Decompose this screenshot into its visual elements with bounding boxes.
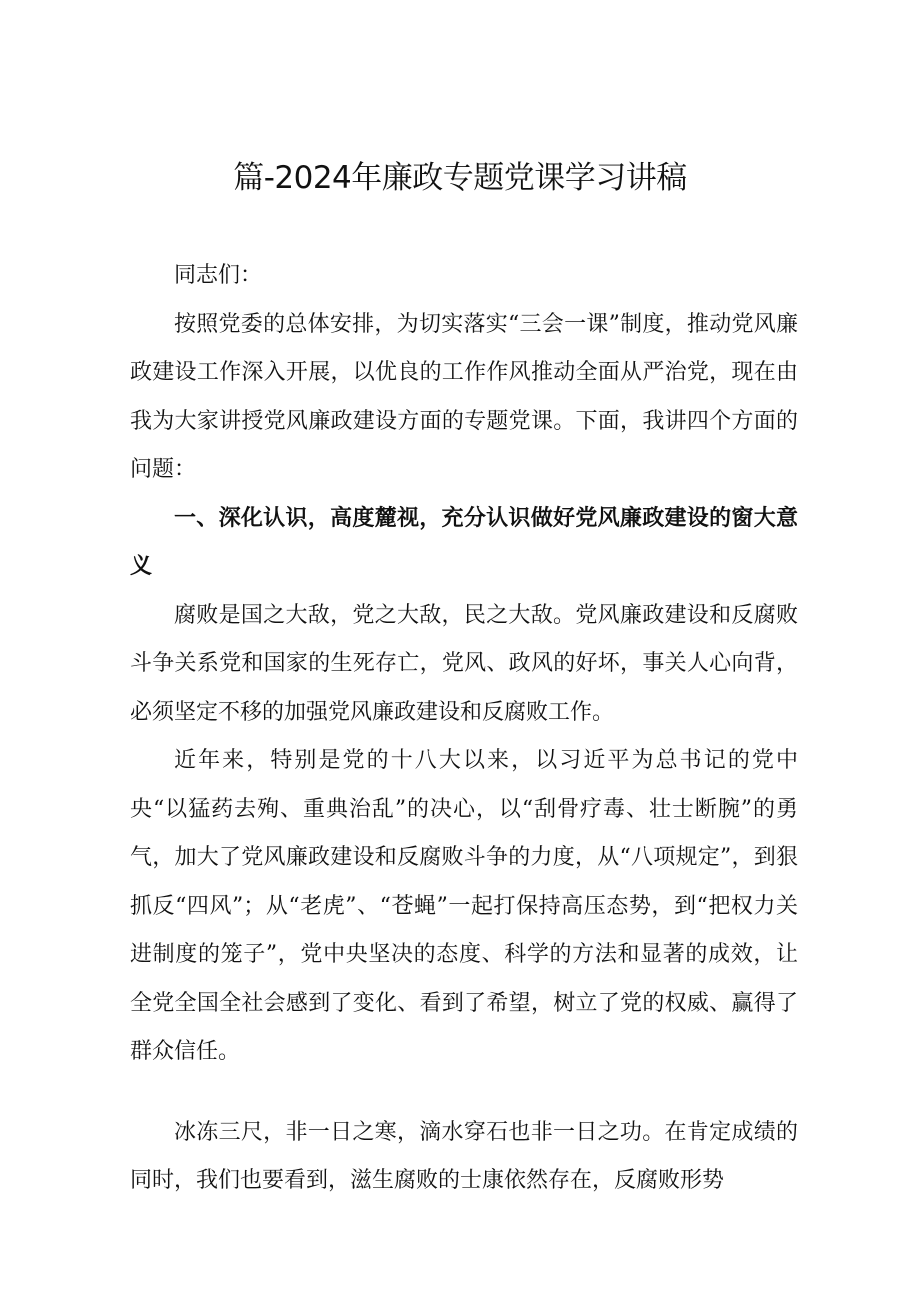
salutation-paragraph: 同志们： [174,263,263,288]
body-paragraph: 近年来，特别是党的十八大以来，以习近平为总书记的党中央“以猛药去殉、重典治乱”的决心，以“刮骨疗毒、壮士断腕”的勇气，加大了党风廉政建设和反腐败斗争的力度，从“八项规定”，到狠抓反“四风”；从“老虎”、“苍蝇”一起打保持高压态势，到“把权力关进制度的笼子”，党中央坚决的态度、科学的方法和显著的成效，让全党全国全社会感到了变化、看到了希望，树立了党的权威、赢得了群众信任。 [130,748,798,1064]
body-paragraph: 冰冻三尺，非一日之寒，滴水穿石也非一日之功。在肯定成绩的同时，我们也要看到，滋生腐败的士康依然存在，反腐败形势 [130,1119,798,1193]
section-heading-1: 一、深化认识，高度麓视，充分认识做好党风廉政建设的窗大意义 [130,505,798,579]
intro-paragraph: 按照党委的总体安排，为切实落实“三会一课”制度，推动党风廉政建设工作深入开展，以优良的工作作风推动全面从严治党，现在由我为大家讲授党风廉政建设方面的专题党课。下面，我讲四个方面的问题： [130,311,798,482]
document-title: 篇-2024年廉政专题党课学习讲稿 [233,160,687,196]
document-body [130,252,798,1206]
body-paragraph: 腐败是国之大敌，党之大敌，民之大敌。党风廉政建设和反腐败斗争关系党和国家的生死存亡，党风、政风的好坏，事关人心向背，必须坚定不移的加强党风廉政建设和反腐败工作。 [130,602,798,725]
